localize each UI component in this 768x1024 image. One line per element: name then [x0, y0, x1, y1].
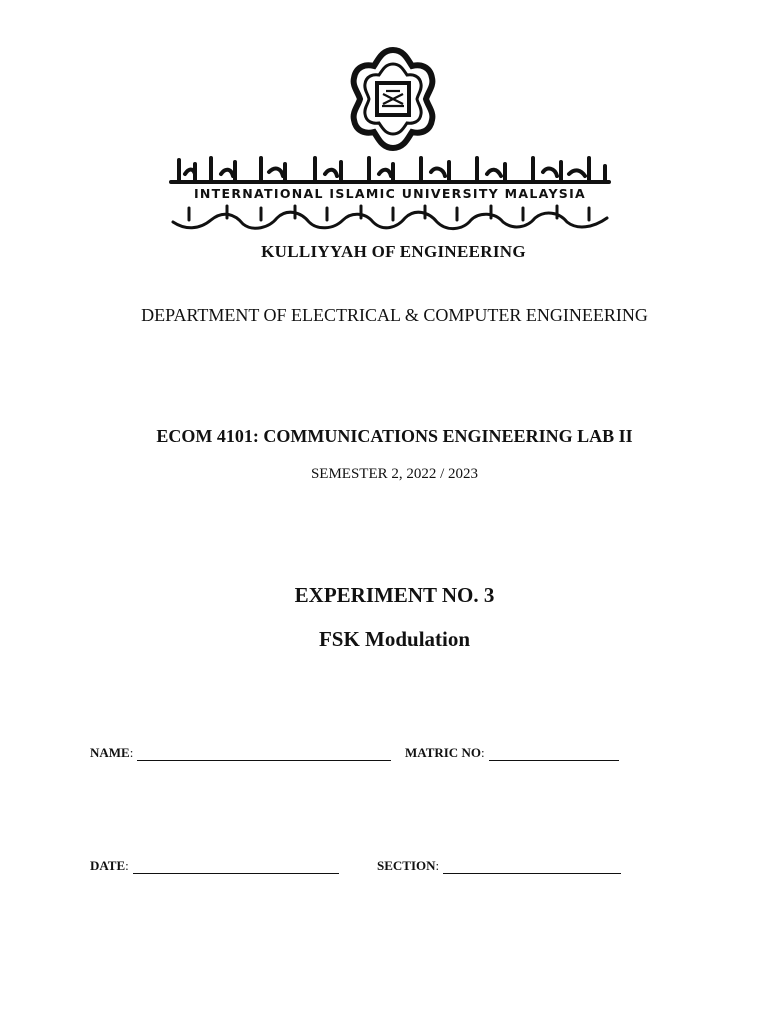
- matric-label: MATRIC NO: [405, 745, 481, 760]
- matric-colon: :: [480, 745, 485, 760]
- date-colon: :: [125, 858, 129, 873]
- name-input-line[interactable]: [137, 748, 391, 761]
- name-colon: :: [129, 745, 134, 760]
- date-label: DATE: [90, 858, 126, 873]
- name-field: [90, 745, 391, 761]
- arabic-calligraphy-bottom: [165, 202, 615, 236]
- semester-text: SEMESTER 2, 2022 / 2023: [310, 466, 479, 482]
- name-label: NAME: [90, 745, 130, 760]
- matric-input-line[interactable]: [489, 748, 619, 761]
- date-field: [90, 858, 339, 874]
- section-field: [377, 858, 621, 874]
- section-colon: :: [435, 858, 440, 873]
- iium-crest-icon: [338, 44, 448, 154]
- arabic-calligraphy-top: [165, 154, 615, 188]
- experiment-title: FSK Modulation: [318, 627, 471, 651]
- university-name: INTERNATIONAL ISLAMIC UNIVERSITY MALAYSIA: [193, 186, 587, 201]
- section-label: SECTION: [377, 858, 436, 873]
- matric-field: [405, 745, 619, 761]
- kulliyyah-title: KULLIYYAH OF ENGINEERING: [261, 242, 526, 261]
- date-input-line[interactable]: [133, 861, 339, 874]
- department-title: DEPARTMENT OF ELECTRICAL & COMPUTER ENGINEERING: [141, 305, 648, 325]
- course-title: ECOM 4101: COMMUNICATIONS ENGINEERING LAB II: [156, 426, 633, 446]
- experiment-number: EXPERIMENT NO. 3: [294, 583, 495, 607]
- section-input-line[interactable]: [443, 861, 621, 874]
